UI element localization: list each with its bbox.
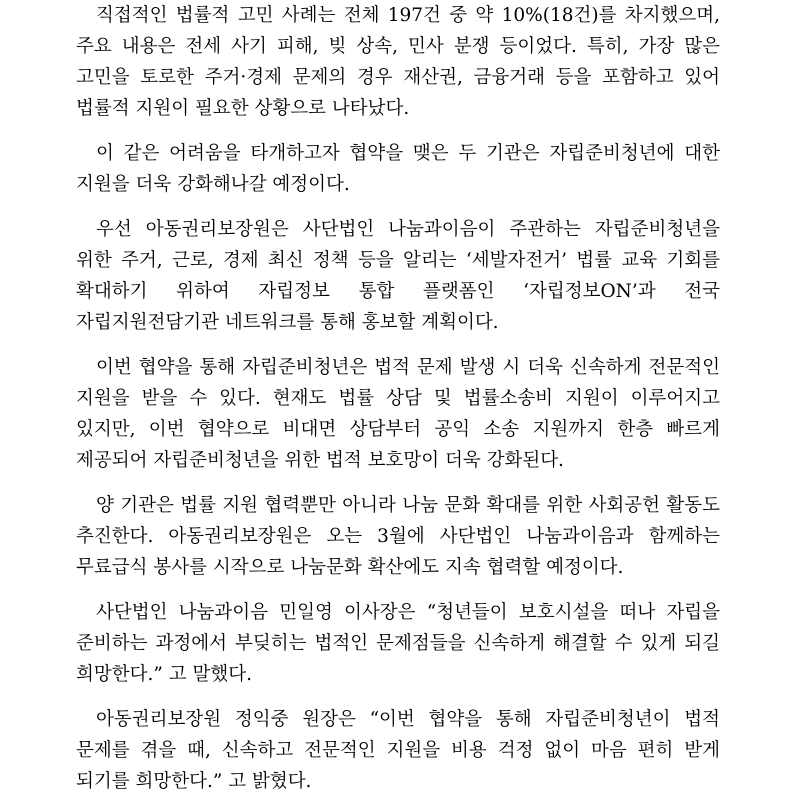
paragraph-support-plan: 이 같은 어려움을 타개하고자 협약을 맺은 두 기관은 자립준비청년에 대한 지원을 더욱 강화해나갈 예정이다. (76, 143, 720, 195)
paragraph-legal-protection: 이번 협약을 통해 자립준비청년은 법적 문제 발생 시 더욱 신속하게 전문적인 지원을 받을 수 있다. 현재도 법률 상담 및 법률소송비 지원이 이루어지고 있지만, 이번 협약으로 비대면 상담부터 공익 소송 지원까지 한층 빠르게 제공되어 자립준비청년을 위한 법적 보호망이 더욱 강화된다. (76, 357, 720, 471)
paragraph-social-contribution: 양 기관은 법률 지원 협력뿐만 아니라 나눔 문화 확대를 위한 사회공헌 활동도 추진한다. 아동권리보장원은 오는 3월에 사단법인 나눔과이음과 함께하는 무료급식 봉사를 시작으로 나눔문화 확산에도 지속 협력할 예정이다. (76, 495, 720, 578)
paragraph-legal-cases: 직접적인 법률적 고민 사례는 전체 197건 중 약 10%(18건)를 차지했으며, 주요 내용은 전세 사기 피해, 빚 상속, 민사 분쟁 등이었다. 특히, 가장 많은 고민을 토로한 주거·경제 문제의 경우 재산권, 금융거래 등을 포함하고 있어 법률적 지원이 필요한 상황으로 나타났다. (76, 5, 720, 119)
paragraph-director-quote: 아동권리보장원 정익중 원장은 “이번 협약을 통해 자립준비청년이 법적 문제를 겪을 때, 신속하고 전문적인 지원을 비용 걱정 없이 마음 편히 받게 되기를 희망한다.” 고 밝혔다. (76, 709, 720, 792)
paragraph-chairman-quote: 사단법인 나눔과이음 민일영 이사장은 “청년들이 보호시설을 떠나 자립을 준비하는 과정에서 부딪히는 법적인 문제점들을 신속하게 해결할 수 있게 되길 희망한다.” 고 말했다. (76, 602, 720, 685)
paragraph-education-promotion: 우선 아동권리보장원은 사단법인 나눔과이음이 주관하는 자립준비청년을 위한 주거, 근로, 경제 최신 정책 등을 알리는 ‘세발자전거’ 법률 교육 기회를 확대하기 위하여 자립정보 통합 플랫폼인 ‘자립정보ON’과 전국 자립지원전담기관 네트워크를 통해 홍보할 계획이다. (76, 219, 720, 333)
document-body (76, 0, 720, 797)
